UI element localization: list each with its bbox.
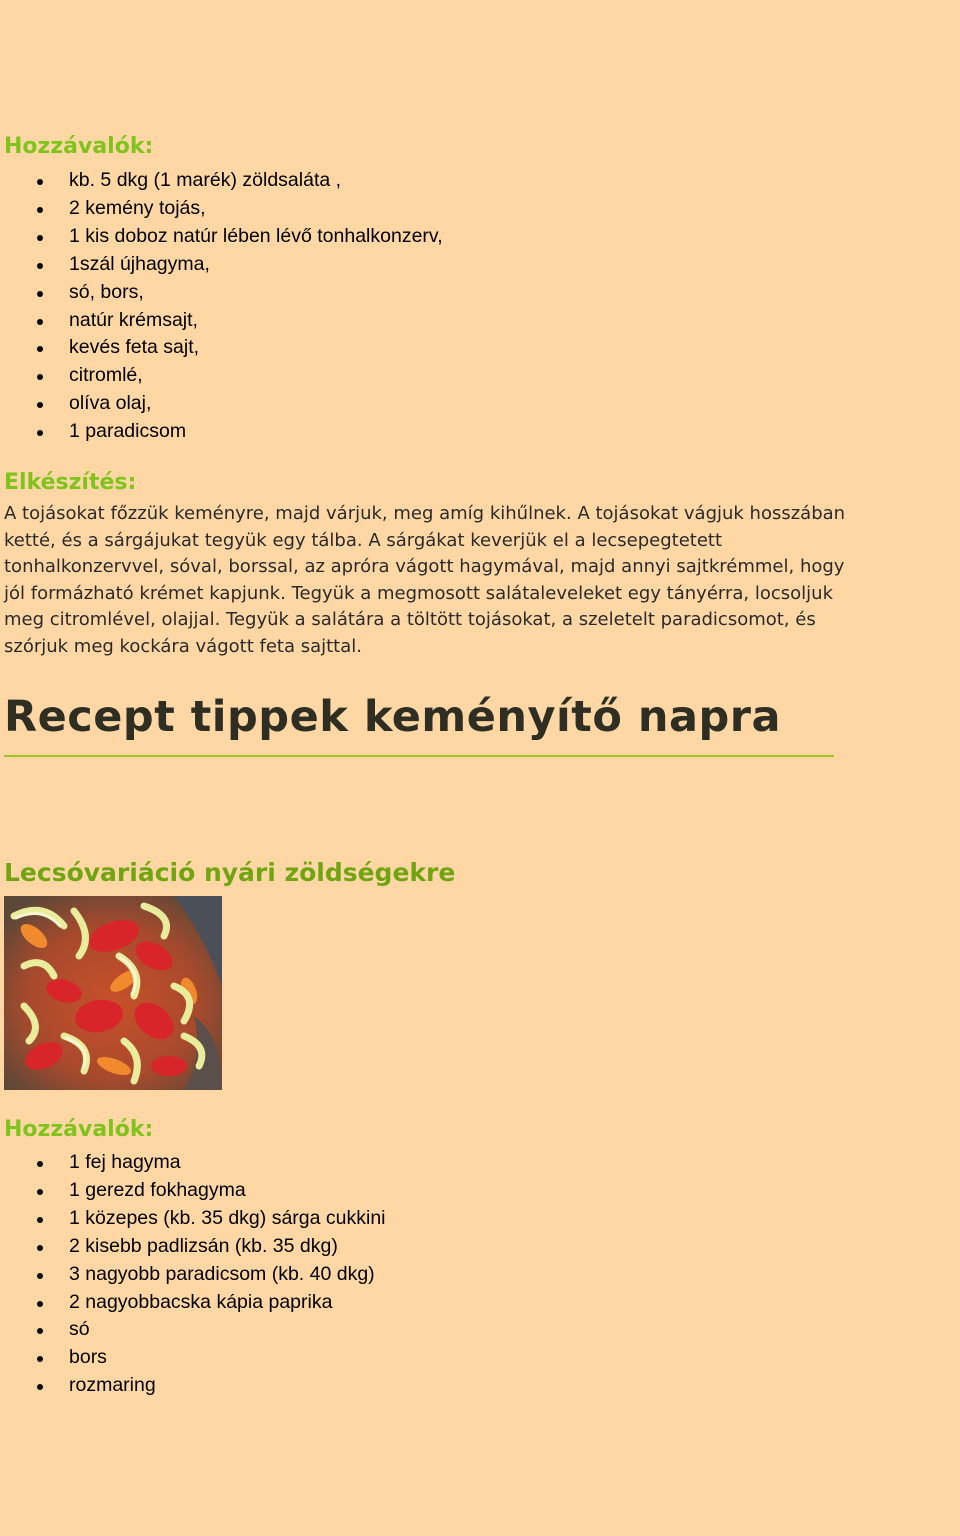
ingredients-list-1 [0,167,443,446]
ingredient-item [0,307,443,335]
bullet-icon [37,346,43,352]
bullet-icon [37,1356,43,1362]
ingredient-text: 1 fej hagyma [69,1151,181,1173]
ingredient-item [0,1205,386,1233]
ingredient-item [0,1316,386,1344]
section-title: Recept tippek keményítő napra [4,692,781,742]
ingredient-text: citromlé, [69,364,143,387]
ingredient-item [0,362,443,390]
ingredients-list-2 [0,1149,386,1400]
bullet-icon [37,207,43,213]
ingredient-text: só [69,1318,90,1341]
ingredient-item [0,1177,386,1205]
ingredient-item [0,1372,386,1400]
method-heading: Elkészítés: [4,470,137,495]
ingredient-item [0,418,443,446]
ingredient-text: 1szál újhagyma, [69,252,210,275]
ingredient-text: 2 nagyobbacska kápia paprika [69,1290,333,1313]
bullet-icon [37,430,43,436]
ingredient-item [0,1261,386,1289]
ingredient-item [0,167,443,195]
ingredient-text: 2 kemény tojás, [69,196,206,219]
ingredient-text: kb. 5 dkg (1 marék) zöldsaláta , [69,169,342,191]
ingredient-item [0,1344,386,1372]
ingredient-text: 1 gerezd fokhagyma [69,1178,246,1201]
bullet-icon [37,1161,43,1167]
bullet-icon [37,1217,43,1223]
ingredient-text: 1 paradicsom [69,420,187,443]
ingredient-text: kevés feta sajt, [69,336,200,359]
bullet-icon [37,1384,43,1390]
ingredient-text: só, bors, [69,280,144,303]
method-sentence: A tojásokat főzzük keményre, majd várjuk, meg amíg kihűlnek. [4,503,578,524]
method-sentence: A tojásokat vágjuk hosszában ketté, és a sárgájukat tegyük egy tálba. [4,503,846,551]
ingredient-item [0,223,443,251]
ingredients-heading-2: Hozzávalók: [4,1117,154,1142]
bullet-icon [37,402,43,408]
bullet-icon [37,1189,43,1195]
ingredient-item [0,251,443,279]
ingredient-item [0,390,443,418]
ingredient-item [0,1233,386,1261]
ingredient-text: rozmaring [69,1374,156,1397]
dish-photo [4,896,222,1090]
ingredient-text: 3 nagyobb paradicsom (kb. 40 dkg) [69,1262,375,1285]
ingredient-item [0,279,443,307]
bullet-icon [37,1301,43,1307]
ingredient-text: 2 kisebb padlizsán (kb. 35 dkg) [69,1234,338,1257]
ingredients-heading-1: Hozzávalók: [4,134,154,159]
method-paragraph [4,501,854,661]
bullet-icon [37,235,43,241]
method-sentence: Tegyük a megmosott salátaleveleket egy tányérra, locsoljuk meg citromlével, olajjal. [4,582,833,631]
bullet-icon [37,1273,43,1279]
bullet-icon [37,291,43,297]
bullet-icon [37,319,43,325]
ingredient-text: 1 közepes (kb. 35 dkg) sárga cukkini [69,1206,386,1229]
ingredient-text: bors [69,1346,107,1369]
bullet-icon [37,1328,43,1334]
method-sentence: Tegyük a salátára a töltött tojásokat, a szeletelt paradicsomot, és szórjuk meg kockára vágott feta sajttal. [4,609,816,657]
bullet-icon [37,179,43,185]
ingredient-text: natúr krémsajt, [69,308,198,331]
bullet-icon [37,263,43,269]
bullet-icon [37,1245,43,1251]
ingredient-item [0,1289,386,1317]
ingredient-item [0,195,443,223]
recipe-title: Lecsóvariáció nyári zöldségekre [4,858,456,887]
title-divider [4,755,834,757]
ingredient-item [0,1149,386,1177]
bullet-icon [37,374,43,380]
ingredient-item [0,334,443,362]
ingredient-text: olíva olaj, [69,392,152,415]
method-sentence: A sárgákat keverjük el a lecsepegtetett tonhalkonzervvel, sóval, borssal, az apróra vágott hagymával, majd annyi sajtkrémmel, hogy jól formázható krémet kapjunk. [4,529,845,604]
ingredient-text: 1 kis doboz natúr lében lévő tonhalkonzerv, [69,224,443,247]
